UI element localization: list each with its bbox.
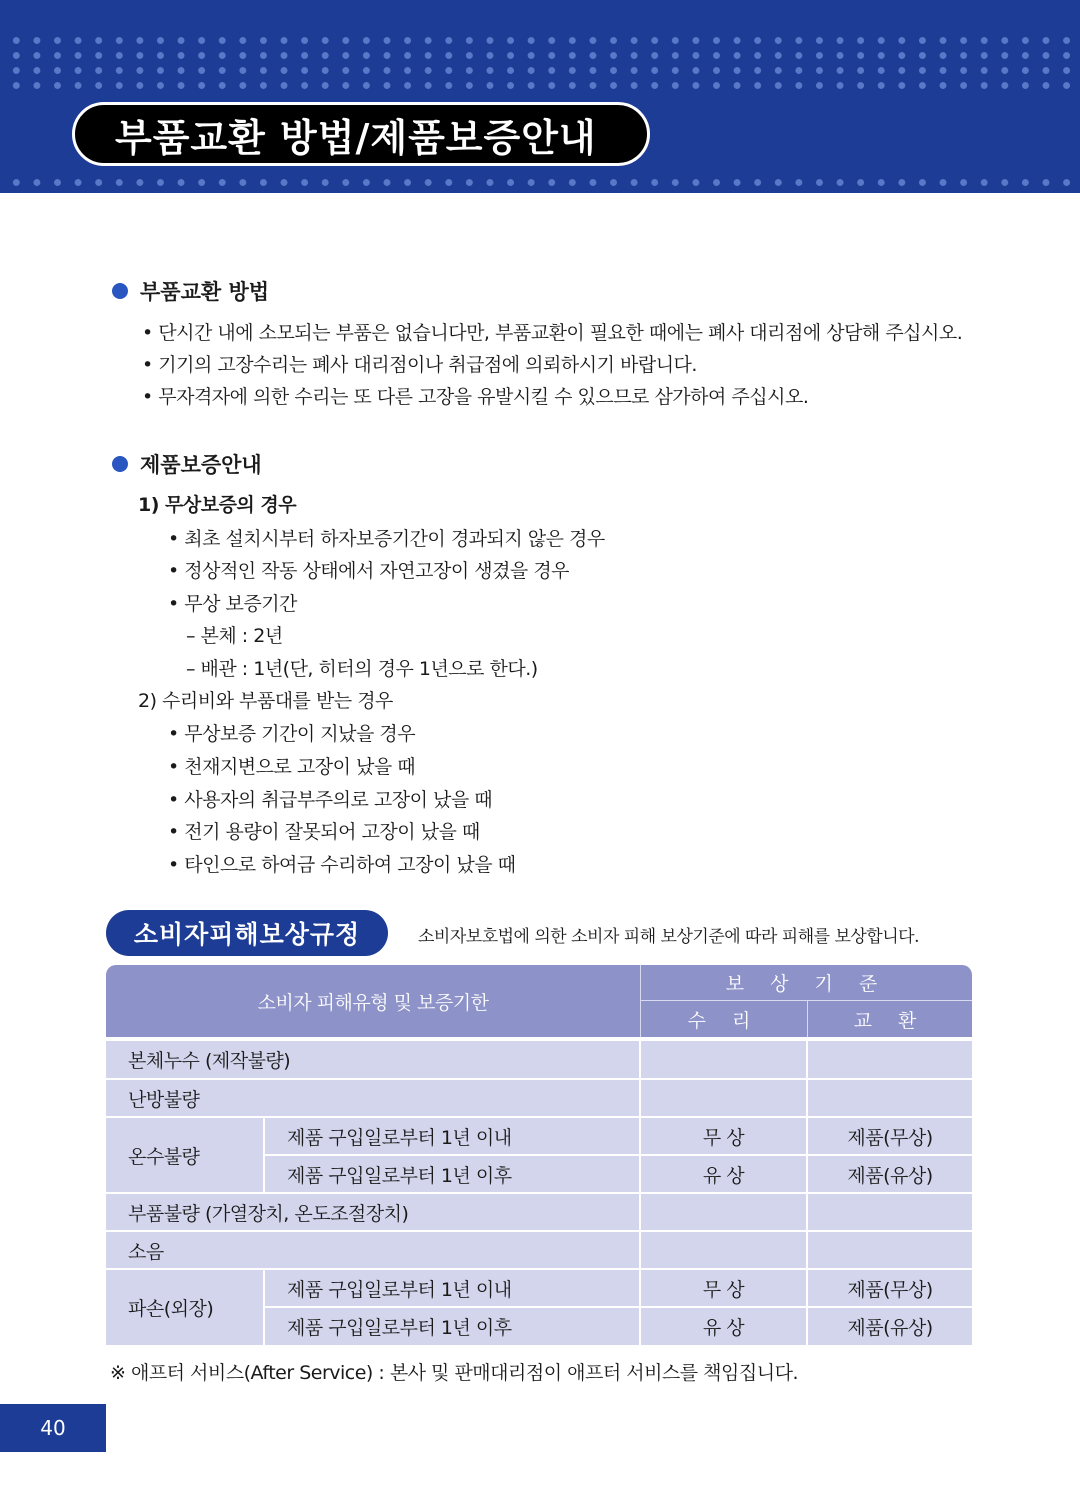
page-number: 40	[40, 1416, 66, 1440]
bullet-circle-icon	[112, 283, 128, 299]
bullet-circle-icon	[112, 456, 128, 472]
section-heading-label: 부품교환 방법	[140, 280, 270, 304]
list-item: • 정상적인 작동 상태에서 자연고장이 생겼을 경우	[168, 560, 570, 582]
list-item: • 전기 용량이 잘못되어 고장이 났을 때	[168, 821, 480, 843]
table-cell-repair	[641, 1041, 806, 1078]
page-title: 부품교환 방법/제품보증안내	[115, 114, 597, 160]
compensation-table	[106, 965, 972, 1339]
footnote: ※ 애프터 서비스(After Service) : 본사 및 판매대리점이 애프터 서비스를 책임집니다.	[110, 1362, 798, 1384]
table-cell-repair	[641, 1194, 806, 1230]
header-dot-row	[0, 175, 1080, 190]
table-cell-period: 제품 구입일로부터 1년 이후	[265, 1308, 639, 1345]
table-cell-exchange	[808, 1194, 972, 1230]
section-heading-label: 제품보증안내	[140, 453, 262, 477]
table-cell-exchange: 제품(유상)	[808, 1308, 972, 1345]
subsection-title: 2) 수리비와 부품대를 받는 경우	[138, 690, 393, 712]
header-repair: 수 리	[687, 1009, 761, 1032]
list-item: • 사용자의 취급부주의로 고장이 났을 때	[168, 789, 493, 811]
list-item: • 천재지변으로 고장이 났을 때	[168, 756, 416, 778]
table-cell-type: 난방불량	[106, 1080, 639, 1116]
detail-item: – 배관 : 1년(단, 히터의 경우 1년으로 한다.)	[186, 658, 538, 680]
table-cell-type: 소음	[106, 1232, 639, 1268]
list-item: • 무상 보증기간	[168, 593, 297, 615]
table-cell-period: 제품 구입일로부터 1년 이내	[265, 1270, 639, 1306]
detail-item: – 본체 : 2년	[186, 625, 283, 647]
compensation-note: 소비자보호법에 의한 소비자 피해 보상기준에 따라 피해를 보상합니다.	[418, 927, 919, 947]
subsection-title: 1) 무상보증의 경우	[138, 494, 297, 516]
table-cell-repair	[641, 1232, 806, 1268]
list-item: • 단시간 내에 소모되는 부품은 없습니다만, 부품교환이 필요한 때에는 폐사 대리점에 상담해 주십시오.	[142, 322, 963, 344]
table-cell-period: 제품 구입일로부터 1년 이내	[265, 1118, 639, 1154]
table-header	[106, 965, 972, 1037]
table-cell-type: 부품불량 (가열장치, 온도조절장치)	[106, 1194, 639, 1230]
table-cell-exchange: 제품(무상)	[808, 1270, 972, 1306]
list-item: • 무자격자에 의한 수리는 또 다른 고장을 유발시킬 수 있으므로 삼가하여 주십시오.	[142, 386, 809, 408]
list-item: • 최초 설치시부터 하자보증기간이 경과되지 않은 경우	[168, 528, 605, 550]
table-cell-exchange	[808, 1041, 972, 1078]
list-item: • 타인으로 하여금 수리하여 고장이 났을 때	[168, 854, 516, 876]
header-divider	[640, 965, 641, 1037]
header-standard: 보 상 기 준	[641, 965, 972, 1001]
header-dot-pattern	[0, 33, 1080, 93]
section-heading-parts	[112, 276, 269, 306]
list-item: • 기기의 고장수리는 폐사 대리점이나 취급점에 의뢰하시기 바랍니다.	[142, 354, 697, 376]
header-damage-type: 소비자 피해유형 및 보증기한	[257, 991, 489, 1014]
table-cell-period: 제품 구입일로부터 1년 이후	[265, 1156, 639, 1192]
table-cell-repair: 무 상	[641, 1118, 806, 1154]
section-heading-warranty	[112, 449, 262, 479]
table-cell-exchange	[808, 1232, 972, 1268]
list-item: • 무상보증 기간이 지났을 경우	[168, 723, 416, 745]
page-number-box	[0, 1404, 106, 1452]
table-cell-repair: 유 상	[641, 1156, 806, 1192]
table-cell-type: 본체누수 (제작불량)	[106, 1041, 639, 1078]
table-cell-repair: 무 상	[641, 1270, 806, 1306]
compensation-title: 소비자피해보상규정	[106, 910, 388, 956]
header-exchange: 교 환	[853, 1009, 927, 1032]
table-cell-exchange	[808, 1080, 972, 1116]
table-cell-type: 온수불량	[106, 1118, 263, 1192]
header-divider	[807, 1001, 808, 1037]
table-cell-exchange: 제품(무상)	[808, 1118, 972, 1154]
title-pill	[72, 102, 650, 166]
table-cell-repair: 유 상	[641, 1308, 806, 1345]
table-cell-exchange: 제품(유상)	[808, 1156, 972, 1192]
table-cell-repair	[641, 1080, 806, 1116]
table-cell-type: 파손(외장)	[106, 1270, 263, 1345]
header-band	[0, 0, 1080, 193]
